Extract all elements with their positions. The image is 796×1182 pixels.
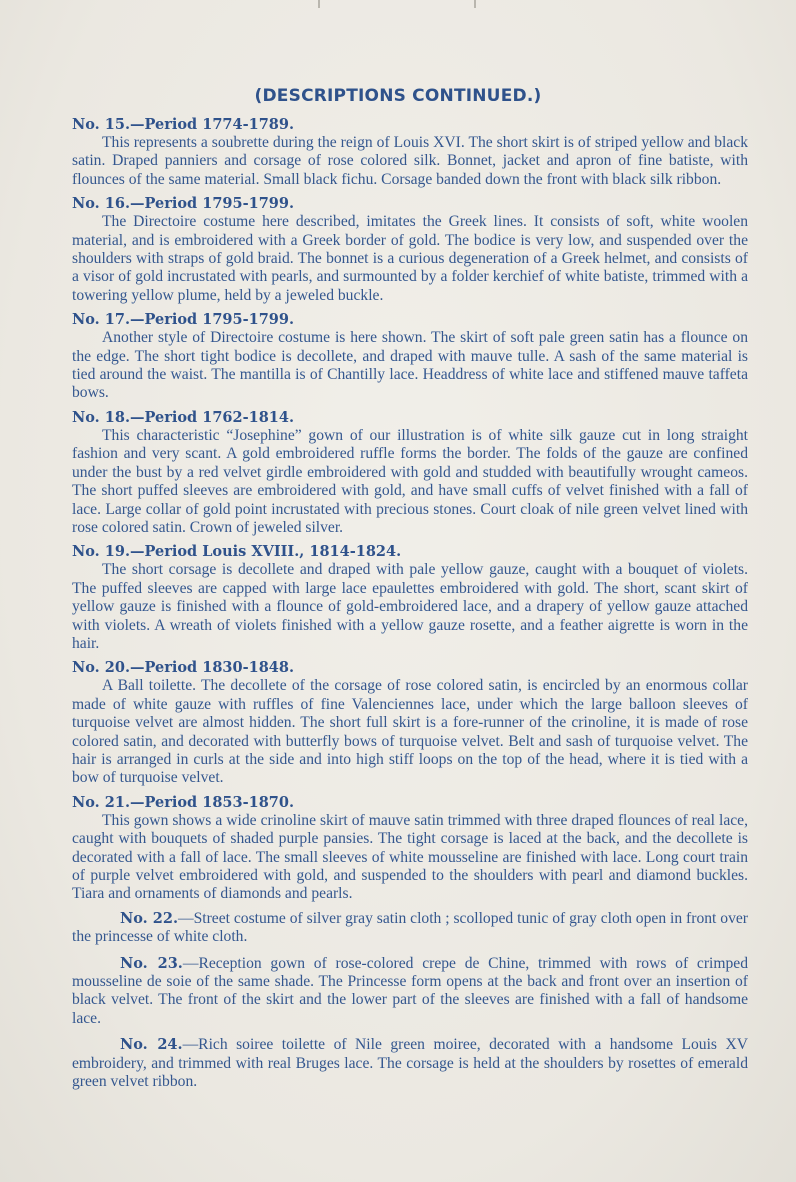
entry-number: No. 22. — [120, 909, 178, 927]
entry-20 — [72, 659, 748, 787]
entry-text: The Directoire costume here described, imitates the Greek lines. It consists of soft, white woolen material, and is embroidered with a Greek border of gold. The bodice is very low, and suspended over the shoulders with straps of gold braid. The bonnet is a curious degeneration of a Greek helmet, and consists of a visor of gold incrustated with pearls, and surmounted by a folder kerchief of white batiste, trimmed with a towering yellow plume, held by a jeweled buckle. — [72, 213, 748, 304]
entry-number: No. 24. — [120, 1036, 183, 1054]
fold-mark — [474, 0, 476, 8]
entry-16 — [72, 195, 748, 305]
entry-text: Another style of Directoire costume is here shown. The skirt of soft pale green satin has a flounce on the edge. The short tight bodice is decollete, and draped with mauve tulle. A sash of the same material is tied around the waist. The mantilla is of Chantilly lace. Headdress of white lace and stiffened mauve taffeta bows. — [72, 329, 748, 402]
entry-text: This characteristic “Josephine” gown of our illustration is of white silk gauze cut in long straight fashion and very scant. A gold embroidered ruffle forms the border. The folds of the gauze are confined under the bust by a red velvet girdle embroidered with gold and studded with beautifully wrought cameos. The short puffed sleeves are embroidered with gold, and have small cuffs of velvet finished with a fall of lace. Large collar of gold point incrustated with precious stones. Court cloak of nile green velvet lined with rose colored satin. Crown of jeweled silver. — [72, 426, 748, 536]
entry-23 — [72, 955, 748, 1029]
entry-text: This gown shows a wide crinoline skirt of mauve satin trimmed with three draped flounces of real lace, caught with bouquets of shaded purple pansies. The tight corsage is laced at the back, and the decollete is decorated with a fall of lace. The small sleeves of white mousseline are finished with lace. Long court train of purple velvet embroidered with gold, and suspended to the shoulders with pearl and diamond buckles. Tiara and ornaments of diamonds and pearls. — [72, 811, 748, 903]
entry-title: No. 15.—Period 1774-1789. — [72, 116, 295, 133]
entry-21 — [72, 794, 748, 904]
entry-text: A Ball toilette. The decollete of the corsage of rose colored satin, is encircled by an enormous collar made of white gauze with ruffles of fine Valenciennes lace, under which the large balloon sleeves of turquoise velvet are almost hidden. The short full skirt is a fore-runner of the crinoline, it is made of rose colored satin, and decorated with butterfly bows of turquoise velvet. Belt and sash of turquoise velvet. The hair is arranged in curls at the side and into high stiff loops on the top of the head, where it is tied with a bow of turquoise velvet. — [72, 677, 748, 787]
entry-title: No. 16.—Period 1795-1799. — [72, 195, 295, 213]
entry-title: No. 18.—Period 1762-1814. — [72, 408, 295, 426]
entry-17 — [72, 311, 748, 403]
entry-text: This represents a soubrette during the reign of Louis XVI. The short skirt is of striped yellow and black satin. Draped panniers and corsage of rose colored silk. Bonnet, jacket and apron of fine batiste, with flounces of the same material. Small black fichu. Corsage banded down the front with black silk ribbon. — [72, 134, 748, 188]
entry-24 — [72, 1036, 748, 1091]
descriptions-content — [72, 116, 748, 1099]
fold-mark — [318, 0, 320, 8]
entry-text: —Rich soiree toilette of Nile green moiree, decorated with a handsome Louis XV embroidery, and trimmed with real Bruges lace. The corsage is held at the shoulders by rosettes of emerald green velvet ribbon. — [72, 1036, 748, 1091]
entry-text: The short corsage is decollete and draped with pale yellow gauze, caught with a bouquet of violets. The puffed sleeves are capped with large lace epaulettes embroidered with gold. The short, scant skirt of yellow gauze is finished with a flounce of gold-embroidered lace, and a drapery of yellow gauze attached with violets. A wreath of violets finished with a yellow gauze rosette, and a feather aigrette is worn in the hair. — [72, 561, 748, 652]
entry-title: No. 19.—Period Louis XVIII., 1814-1824. — [72, 543, 402, 561]
entry-19 — [72, 543, 748, 653]
entry-title: No. 21.—Period 1853-1870. — [72, 793, 295, 811]
entry-number: No. 23. — [120, 954, 183, 972]
entry-title: No. 20.—Period 1830-1848. — [72, 659, 295, 677]
entry-15 — [72, 116, 748, 189]
entry-text: —Street costume of silver gray satin cloth ; scolloped tunic of gray cloth open in front over the princesse of white cloth. — [72, 909, 748, 946]
entry-18 — [72, 409, 748, 537]
page-heading: (DESCRIPTIONS CONTINUED.) — [254, 86, 542, 106]
entry-text: —Reception gown of rose-colored crepe de Chine, trimmed with rows of crimped mousseline de soie of the same shade. The Princesse form opens at the back and front over an insertion of black velvet. The front of the skirt and the lower part of the sleeves are finished with a fall of handsome lace. — [72, 954, 748, 1027]
entry-22 — [72, 910, 748, 947]
entry-title: No. 17.—Period 1795-1799. — [72, 311, 295, 329]
